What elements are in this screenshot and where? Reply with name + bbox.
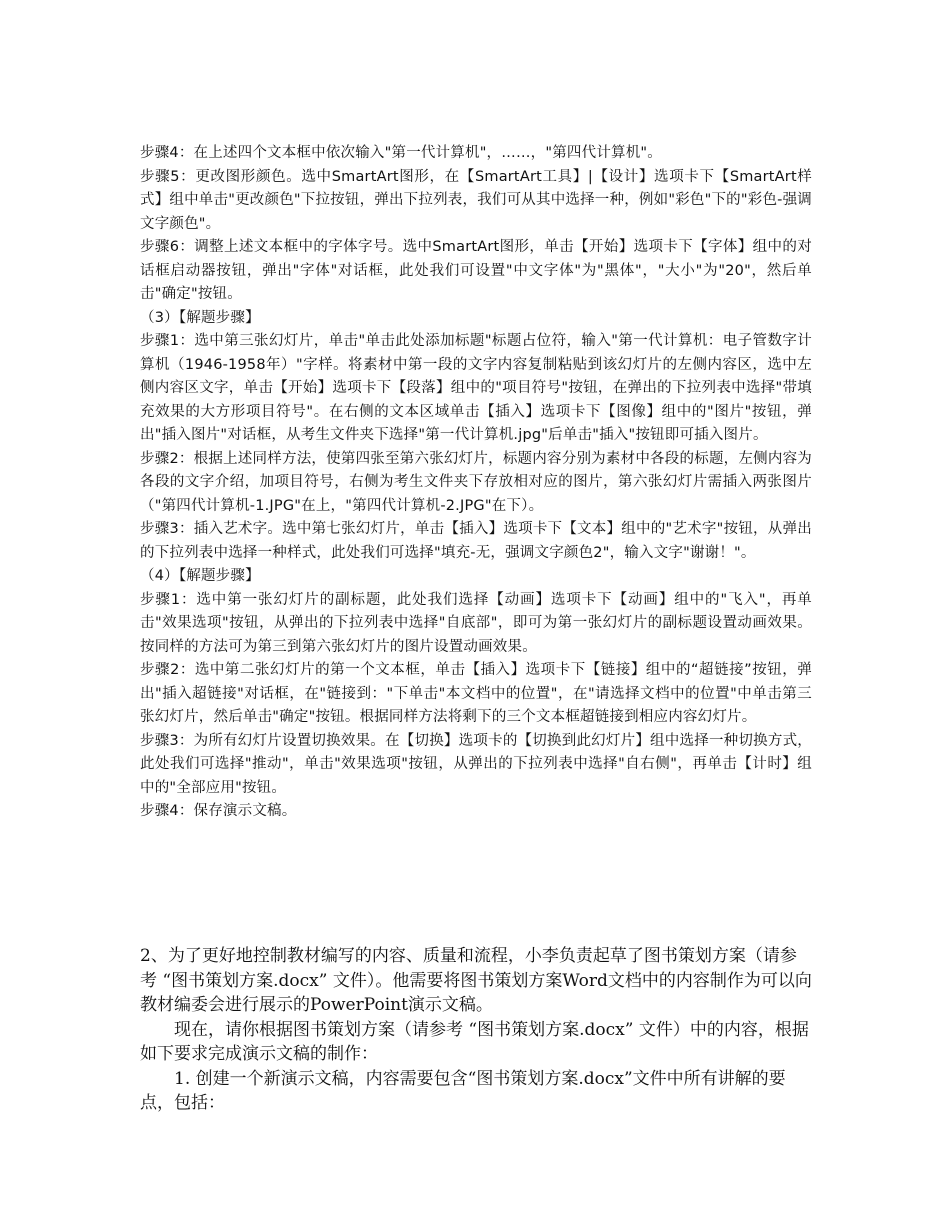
- question-2-section: [140, 944, 812, 1116]
- question-intro: 2、为了更好地控制教材编写的内容、质量和流程，小李负责起草了图书策划方案（请参考 “图书策划方案.docx” 文件）。他需要将图书策划方案Word文档中的内容制作为可以向教材编委会进行展示的PowerPoint演示文稿。: [140, 946, 812, 1015]
- step-paragraph: 步骤4：在上述四个文本框中依次输入"第一代计算机"，……，"第四代计算机"。: [140, 145, 663, 161]
- subsection-heading: （3）【解题步骤】: [140, 309, 260, 326]
- step-paragraph: 步骤1：选中第一张幻灯片的副标题，此处我们选择【动画】选项卡下【动画】组中的"飞入"，再单击"效果选项"按钮，从弹出的下拉列表中选择"自底部"，即可为第一张幻灯片的副标题设置动画效果。按同样的方法可为第三到第六张幻灯片的图片设置动画效果。: [140, 591, 812, 655]
- step-paragraph: 步骤4：保存演示文稿。: [140, 803, 297, 819]
- subsection-heading: （4）【解题步骤】: [140, 568, 260, 584]
- step-paragraph: 步骤2：根据上述同样方法，使第四张至第六张幻灯片，标题内容分别为素材中各段的标题，左侧内容为各段的文字介绍，加项目符号，右侧为考生文件夹下存放相对应的图片，第六张幻灯片需插入两张图片（"第四代计算机-1.JPG"在上，"第四代计算机-2.JPG"在下）。: [140, 450, 812, 514]
- step-paragraph: 步骤1：选中第三张幻灯片，单击"单击此处添加标题"标题占位符，输入"第一代计算机：电子管数字计算机（1946-1958年）"字样。将素材中第一段的文字内容复制粘贴到该幻灯片的左侧内容区，选中左侧内容区文字，单击【开始】选项卡下【段落】组中的"项目符号"按钮，在弹出的下拉列表中选择"带填充效果的大方形项目符号"。在右侧的文本区域单击【插入】选项卡下【图像】组中的"图片"按钮，弹出"插入图片"对话框，从考生文件夹下选择"第一代计算机.jpg"后单击"插入"按钮即可插入图片。: [140, 333, 812, 443]
- step-paragraph: 步骤3：为所有幻灯片设置切换效果。在【切换】选项卡的【切换到此幻灯片】组中选择一种切换方式，此处我们可选择"推动"，单击"效果选项"按钮，从弹出的下拉列表中选择"自右侧"，再单击【计时】组中的"全部应用"按钮。: [140, 732, 812, 796]
- question-paragraph: 现在，请你根据图书策划方案（请参考 “图书策划方案.docx” 文件）中的内容，根据如下要求完成演示文稿的制作：: [140, 1019, 809, 1064]
- step-paragraph: 步骤2：选中第二张幻灯片的第一个文本框，单击【插入】选项卡下【链接】组中的“超链接”按钮，弹出"插入超链接"对话框，在"链接到："下单击"本文档中的位置"，在"请选择文档中的位置"中单击第三张幻灯片，然后单击"确定"按钮。根据同样方法将剩下的三个文本框超链接到相应内容幻灯片。: [140, 662, 812, 725]
- solution-steps-section: [140, 142, 812, 824]
- step-paragraph: 步骤3：插入艺术字。选中第七张幻灯片，单击【插入】选项卡下【文本】组中的"艺术字"按钮，从弹出的下拉列表中选择一种样式，此处我们可选择"填充-无，强调文字颜色2"，输入文字"谢谢！"。: [140, 521, 812, 561]
- requirement-item: 1. 创建一个新演示文稿，内容需要包含“图书策划方案.docx”文件中所有讲解的要点，包括：: [140, 1068, 786, 1113]
- step-paragraph: 步骤5：更改图形颜色。选中SmartArt图形，在【SmartArt工具】|【设计】选项卡下【SmartArt样式】组中单击"更改颜色"下拉按钮，弹出下拉列表，我们可从其中选择一种，例如"彩色"下的"彩色-强调文字颜色"。: [140, 168, 812, 232]
- step-paragraph: 步骤6：调整上述文本框中的字体字号。选中SmartArt图形，单击【开始】选项卡下【字体】组中的对话框启动器按钮，弹出"字体"对话框，此处我们可设置"中文字体"为"黑体"，"大小"为"20"，然后单击"确定"按钮。: [140, 239, 812, 302]
